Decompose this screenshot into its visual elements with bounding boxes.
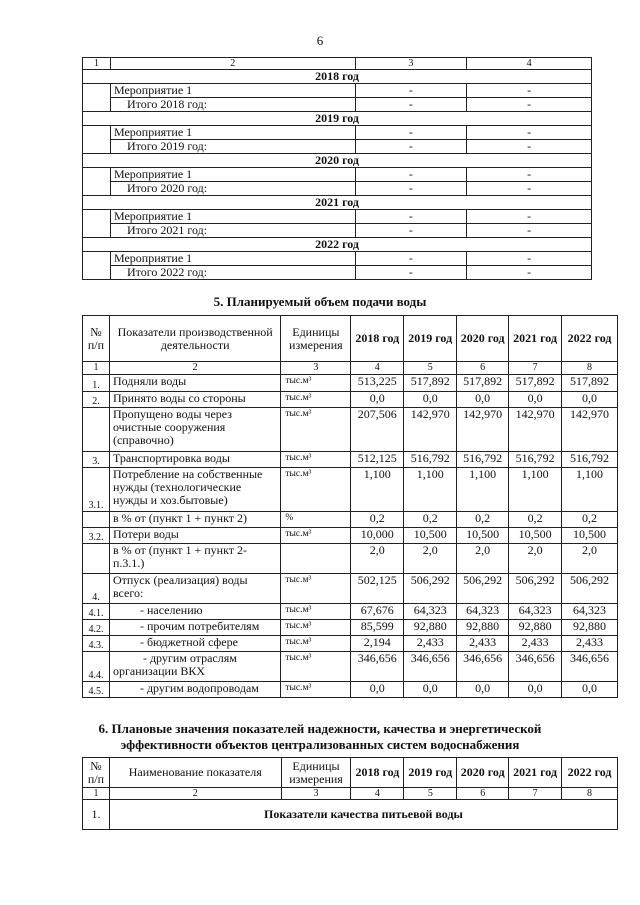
- row-number: 4.2.: [83, 620, 110, 636]
- value-cell: 1,100: [351, 468, 404, 512]
- event-value: -: [467, 252, 592, 266]
- row-number: 3.: [83, 452, 110, 468]
- indicator-name: в % от (пункт 1 + пункт 2- п.3.1.): [109, 544, 280, 574]
- group-heading: Показатели качества питьевой воды: [109, 800, 617, 830]
- row-blank: [83, 98, 111, 112]
- value-cell: 512,125: [351, 452, 404, 468]
- value-cell: 346,656: [509, 652, 562, 682]
- value-cell: 1,100: [509, 468, 562, 512]
- total-value: -: [355, 266, 467, 280]
- value-cell: 2,433: [404, 636, 457, 652]
- row-number: 3.2.: [83, 528, 110, 544]
- year-heading: 2020 год: [83, 154, 592, 168]
- value-cell: 0,0: [351, 682, 404, 698]
- indicator-name: - населению: [109, 604, 280, 620]
- unit-cell: %: [281, 512, 351, 528]
- col-number: 5: [404, 362, 457, 375]
- value-cell: 0,2: [457, 512, 509, 528]
- indicator-name: - прочим потребителям: [109, 620, 280, 636]
- row-blank: [83, 182, 111, 196]
- event-value: -: [355, 168, 467, 182]
- col-year-header: 2020 год: [457, 316, 509, 362]
- value-cell: 2,0: [562, 544, 618, 574]
- col-number: 2: [109, 362, 280, 375]
- indicator-name: Отпуск (реализация) воды всего:: [109, 574, 280, 604]
- value-cell: 2,0: [509, 544, 562, 574]
- value-cell: 0,0: [351, 392, 404, 408]
- value-cell: 0,0: [562, 682, 618, 698]
- col-year-header: 2019 год: [404, 316, 457, 362]
- value-cell: 2,0: [404, 544, 457, 574]
- col-number: 8: [562, 788, 618, 800]
- row-number: 2.: [83, 392, 110, 408]
- value-cell: 502,125: [351, 574, 404, 604]
- col-year-header: 2021 год: [509, 758, 562, 788]
- col-number: 2: [109, 788, 281, 800]
- total-value: -: [355, 98, 467, 112]
- row-number: 4.3.: [83, 636, 110, 652]
- value-cell: 513,225: [351, 375, 404, 392]
- row-number: 4.5.: [83, 682, 110, 698]
- value-cell: 0,0: [457, 392, 509, 408]
- col-num-header: № п/п: [83, 758, 110, 788]
- col-year-header: 2018 год: [351, 758, 404, 788]
- value-cell: 0,0: [509, 682, 562, 698]
- value-cell: 85,599: [351, 620, 404, 636]
- unit-cell: тыс.м³: [281, 574, 351, 604]
- col-number: 4: [467, 58, 592, 70]
- unit-cell: тыс.м³: [281, 392, 351, 408]
- col-indicator-header: Показатели производственной деятельности: [109, 316, 280, 362]
- unit-cell: тыс.м³: [281, 604, 351, 620]
- event-name: Мероприятие 1: [110, 168, 355, 182]
- event-value: -: [467, 84, 592, 98]
- section6-title-line1: 6. Плановые значения показателей надежности, качества и энергетической: [98, 721, 542, 736]
- row-number: 4.4.: [83, 652, 110, 682]
- total-value: -: [355, 182, 467, 196]
- value-cell: 207,506: [351, 408, 404, 452]
- col-number: 3: [355, 58, 467, 70]
- total-value: -: [467, 224, 592, 238]
- value-cell: 2,433: [457, 636, 509, 652]
- col-number: 4: [351, 362, 404, 375]
- row-blank: [83, 252, 111, 266]
- event-total: Итого 2019 год:: [110, 140, 355, 154]
- row-blank: [83, 140, 111, 154]
- value-cell: 67,676: [351, 604, 404, 620]
- value-cell: 10,500: [404, 528, 457, 544]
- col-number: 1: [83, 362, 110, 375]
- value-cell: 64,323: [562, 604, 618, 620]
- value-cell: 0,0: [562, 392, 618, 408]
- col-number: 4: [351, 788, 404, 800]
- value-cell: 0,2: [351, 512, 404, 528]
- value-cell: 92,880: [457, 620, 509, 636]
- value-cell: 1,100: [404, 468, 457, 512]
- row-blank: [83, 84, 111, 98]
- value-cell: 10,500: [562, 528, 618, 544]
- year-heading: 2018 год: [83, 70, 592, 84]
- value-cell: 346,656: [351, 652, 404, 682]
- indicator-name: Транспортировка воды: [109, 452, 280, 468]
- indicator-name: Пропущено воды через очистные сооружения (справочно): [109, 408, 280, 452]
- col-year-header: 2020 год: [457, 758, 509, 788]
- value-cell: 64,323: [457, 604, 509, 620]
- col-year-header: 2022 год: [562, 758, 618, 788]
- water-supply-table: [82, 315, 618, 698]
- col-year-header: 2022 год: [562, 316, 618, 362]
- unit-cell: тыс.м³: [281, 452, 351, 468]
- value-cell: 0,0: [404, 682, 457, 698]
- value-cell: 0,2: [509, 512, 562, 528]
- unit-cell: [281, 544, 351, 574]
- col-number: 1: [83, 58, 111, 70]
- col-units-header: Единицы измерения: [281, 758, 351, 788]
- value-cell: 142,970: [509, 408, 562, 452]
- value-cell: 142,970: [562, 408, 618, 452]
- value-cell: 10,000: [351, 528, 404, 544]
- value-cell: 506,292: [457, 574, 509, 604]
- row-blank: [83, 224, 111, 238]
- col-number: 2: [110, 58, 355, 70]
- value-cell: 92,880: [404, 620, 457, 636]
- value-cell: 2,0: [351, 544, 404, 574]
- section5-title: 5. Планируемый объем подачи воды: [213, 294, 427, 309]
- col-number: 6: [457, 788, 509, 800]
- value-cell: 2,194: [351, 636, 404, 652]
- col-number: 7: [509, 362, 562, 375]
- event-name: Мероприятие 1: [110, 210, 355, 224]
- unit-cell: тыс.м³: [281, 652, 351, 682]
- row-number: 1.: [83, 375, 110, 392]
- col-number: 1: [83, 788, 110, 800]
- value-cell: 0,0: [457, 682, 509, 698]
- value-cell: 516,792: [562, 452, 618, 468]
- event-name: Мероприятие 1: [110, 126, 355, 140]
- unit-cell: тыс.м³: [281, 528, 351, 544]
- col-units-header: Единицы измерения: [281, 316, 351, 362]
- total-value: -: [355, 140, 467, 154]
- col-num-header: № п/п: [83, 316, 110, 362]
- col-number: 5: [404, 788, 457, 800]
- value-cell: 516,792: [509, 452, 562, 468]
- event-total: Итого 2022 год:: [110, 266, 355, 280]
- total-value: -: [467, 266, 592, 280]
- indicator-name-part: организации ВКХ: [112, 664, 206, 678]
- year-heading: 2022 год: [83, 238, 592, 252]
- section6-title-line2: эффективности объектов централизованных систем водоснабжения: [120, 737, 520, 752]
- row-blank: [83, 266, 111, 280]
- unit-cell: тыс.м³: [281, 682, 351, 698]
- value-cell: 0,0: [509, 392, 562, 408]
- indicators-table: [82, 757, 618, 830]
- value-cell: 506,292: [509, 574, 562, 604]
- value-cell: 1,100: [562, 468, 618, 512]
- row-blank: [83, 168, 111, 182]
- total-value: -: [467, 98, 592, 112]
- value-cell: 346,656: [562, 652, 618, 682]
- value-cell: 506,292: [404, 574, 457, 604]
- value-cell: 506,292: [562, 574, 618, 604]
- events-table: [82, 57, 592, 280]
- indicator-name: Принято воды со стороны: [109, 392, 280, 408]
- value-cell: 2,433: [562, 636, 618, 652]
- row-number: 1.: [83, 800, 110, 830]
- event-value: -: [467, 168, 592, 182]
- indicator-name: - бюджетной сфере: [109, 636, 280, 652]
- col-indicator-header: Наименование показателя: [109, 758, 281, 788]
- value-cell: 516,792: [404, 452, 457, 468]
- value-cell: 0,2: [562, 512, 618, 528]
- event-value: -: [355, 126, 467, 140]
- row-number: 4.: [83, 574, 110, 604]
- value-cell: 10,500: [509, 528, 562, 544]
- total-value: -: [467, 140, 592, 154]
- total-value: -: [467, 182, 592, 196]
- row-number: [83, 408, 110, 452]
- indicator-name: Подняли воды: [109, 375, 280, 392]
- indicator-name-part: - другим отраслям: [142, 651, 237, 665]
- value-cell: 92,880: [562, 620, 618, 636]
- col-year-header: 2021 год: [509, 316, 562, 362]
- value-cell: 0,2: [404, 512, 457, 528]
- row-blank: [83, 210, 111, 224]
- row-number: [83, 544, 110, 574]
- col-number: 6: [457, 362, 509, 375]
- value-cell: 346,656: [404, 652, 457, 682]
- value-cell: 517,892: [562, 375, 618, 392]
- total-value: -: [355, 224, 467, 238]
- year-heading: 2021 год: [83, 196, 592, 210]
- col-year-header: 2019 год: [404, 758, 457, 788]
- value-cell: 64,323: [404, 604, 457, 620]
- value-cell: 64,323: [509, 604, 562, 620]
- value-cell: 142,970: [457, 408, 509, 452]
- value-cell: 517,892: [457, 375, 509, 392]
- value-cell: 1,100: [457, 468, 509, 512]
- col-number: 3: [281, 362, 351, 375]
- row-number: [83, 512, 110, 528]
- page-number: 6: [316, 33, 324, 48]
- event-total: Итого 2021 год:: [110, 224, 355, 238]
- value-cell: 2,0: [457, 544, 509, 574]
- row-blank: [83, 126, 111, 140]
- value-cell: 2,433: [509, 636, 562, 652]
- event-value: -: [355, 252, 467, 266]
- indicator-name: в % от (пункт 1 + пункт 2): [109, 512, 280, 528]
- event-total: Итого 2020 год:: [110, 182, 355, 196]
- row-number: 3.1.: [83, 468, 110, 512]
- unit-cell: тыс.м³: [281, 375, 351, 392]
- unit-cell: тыс.м³: [281, 620, 351, 636]
- value-cell: 517,892: [509, 375, 562, 392]
- value-cell: 516,792: [457, 452, 509, 468]
- indicator-name: - другим водопроводам: [109, 682, 280, 698]
- col-number: 8: [562, 362, 618, 375]
- event-name: Мероприятие 1: [110, 84, 355, 98]
- indicator-name: Потери воды: [109, 528, 280, 544]
- event-total: Итого 2018 год:: [110, 98, 355, 112]
- event-value: -: [467, 126, 592, 140]
- col-number: 7: [509, 788, 562, 800]
- value-cell: 0,0: [404, 392, 457, 408]
- unit-cell: тыс.м³: [281, 468, 351, 512]
- col-number: 3: [281, 788, 351, 800]
- event-value: -: [355, 210, 467, 224]
- event-value: -: [467, 210, 592, 224]
- value-cell: 92,880: [509, 620, 562, 636]
- year-heading: 2019 год: [83, 112, 592, 126]
- indicator-name: Потребление на собственные нужды (технологические нужды и хоз.бытовые): [109, 468, 280, 512]
- value-cell: 10,500: [457, 528, 509, 544]
- value-cell: 517,892: [404, 375, 457, 392]
- event-name: Мероприятие 1: [110, 252, 355, 266]
- value-cell: 346,656: [457, 652, 509, 682]
- indicator-name: [109, 652, 280, 682]
- row-number: 4.1.: [83, 604, 110, 620]
- value-cell: 142,970: [404, 408, 457, 452]
- event-value: -: [355, 84, 467, 98]
- col-year-header: 2018 год: [351, 316, 404, 362]
- unit-cell: тыс.м³: [281, 636, 351, 652]
- unit-cell: тыс.м³: [281, 408, 351, 452]
